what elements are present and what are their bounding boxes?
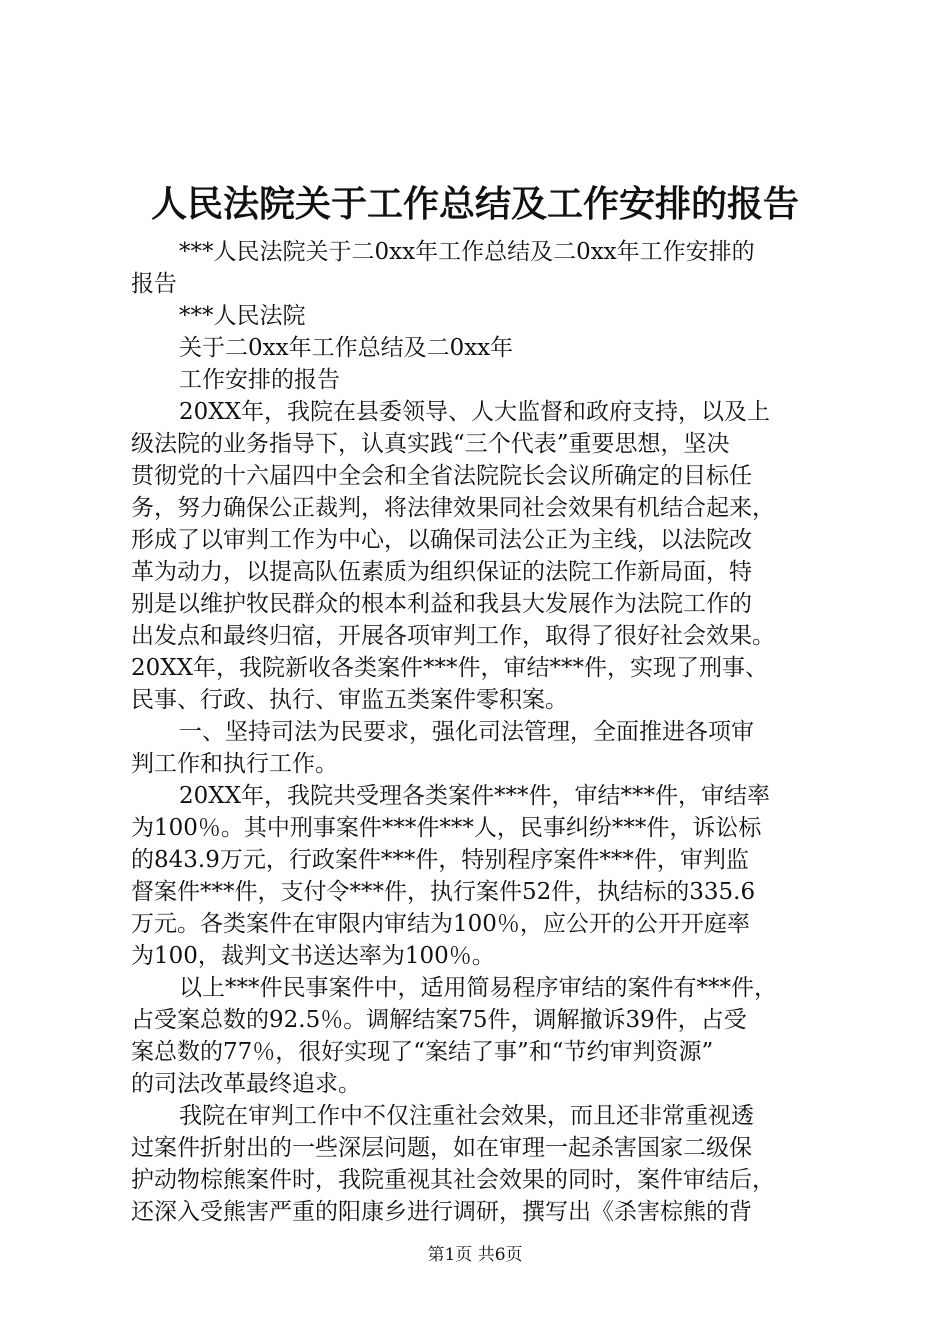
text-line: 级法院的业务指导下，认真实践“三个代表”重要思想，坚决 [131,431,730,457]
text-line: 民事、行政、执行、审监五类案件零积案。 [131,687,568,713]
text-line: 形成了以审判工作为中心，以确保司法公正为主线，以法院改 [131,527,752,553]
text-line: 督案件***件，支付令***件，执行案件52件，执结标的335.6 [131,879,756,905]
text-line: 还深入受熊害严重的阳康乡进行调研，撰写出《杀害棕熊的背 [131,1199,752,1225]
text-line: 关于二0xx年工作总结及二0xx年 [179,335,514,361]
text-line: 出发点和最终归宿，开展各项审判工作，取得了很好社会效果。 [131,623,775,649]
text-line: 占受案总数的92.5％。调解结案75件，调解撤诉39件，占受 [131,1007,747,1033]
text-line: ***人民法院 [179,303,306,329]
text-line: 20XX年，我院在县委领导、人大监督和政府支持，以及上 [179,399,771,425]
text-line: 革为动力，以提高队伍素质为组织保证的法院工作新局面，特 [131,559,752,585]
text-line: 为100％。其中刑事案件***件***人，民事纠纷***件，诉讼标 [131,815,762,841]
document-title: 人民法院关于工作总结及工作安排的报告 [150,183,799,225]
text-line: 20XX年，我院共受理各类案件***件，审结***件，审结率 [179,783,771,809]
text-line: 以上***件民事案件中，适用简易程序审结的案件有***件， [179,975,777,1001]
text-line: 20XX年，我院新收各类案件***件，审结***件，实现了刑事、 [131,655,769,681]
text-line: 报告 [131,271,177,297]
text-line: 的843.9万元，行政案件***件，特别程序案件***件，审判监 [131,847,749,873]
page-number-footer: 第1页 共6页 [427,1245,523,1265]
text-line: ***人民法院关于二0xx年工作总结及二0xx年工作安排的 [179,239,755,265]
text-line: 一、坚持司法为民要求，强化司法管理，全面推进各项审 [179,719,754,745]
text-line: 务，努力确保公正裁判，将法律效果同社会效果有机结合起来， [131,495,775,521]
text-line: 判工作和执行工作。 [131,751,338,777]
text-line: 为100，裁判文书送达率为100％。 [131,943,495,969]
text-line: 我院在审判工作中不仅注重社会效果，而且还非常重视透 [179,1103,754,1129]
text-line: 案总数的77％，很好实现了“案结了事”和“节约审判资源” [131,1039,714,1065]
text-line: 过案件折射出的一些深层问题，如在审理一起杀害国家二级保 [131,1135,752,1161]
document-body [131,236,831,1228]
text-line: 别是以维护牧民群众的根本利益和我县大发展作为法院工作的 [131,591,752,617]
text-line: 万元。各类案件在审限内审结为100％，应公开的公开开庭率 [131,911,750,937]
text-line: 护动物棕熊案件时，我院重视其社会效果的同时，案件审结后， [131,1167,775,1193]
text-line: 贯彻党的十六届四中全会和全省法院院长会议所确定的目标任 [131,463,752,489]
text-line: 工作安排的报告 [179,367,340,393]
text-line: 的司法改革最终追求。 [131,1071,361,1097]
